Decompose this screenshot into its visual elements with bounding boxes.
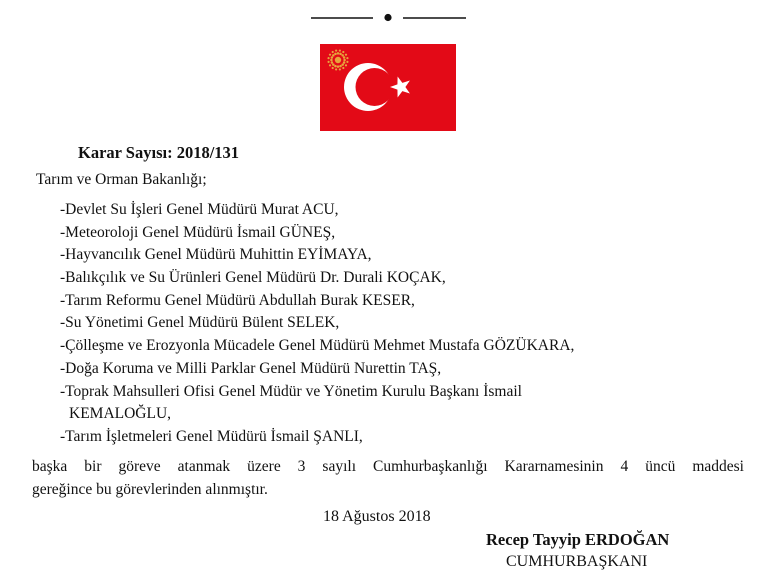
list-item: -Su Yönetimi Genel Müdürü Bülent SELEK,	[60, 314, 340, 332]
signer-name: Recep Tayyip ERDOĞAN	[486, 530, 670, 549]
body-text-line: başka bir göreve atanmak üzere 3 sayılı Cumhurbaşkanlığı Kararnamesinin 4 üncü maddesi	[32, 458, 744, 475]
list-item: -Devlet Su İşleri Genel Müdürü Murat ACU,	[60, 201, 339, 218]
signer-title: CUMHURBAŞKANI	[506, 553, 648, 570]
decision-number: Karar Sayısı: 2018/131	[78, 143, 240, 162]
list-item: -Tarım Reformu Genel Müdürü Abdullah Burak KESER,	[60, 291, 415, 309]
list-item: -Tarım İşletmeleri Genel Müdürü İsmail ŞANLI,	[60, 427, 363, 445]
decision-body-text	[32, 455, 744, 501]
list-item: -Toprak Mahsulleri Ofisi Genel Müdür ve Yönetim Kurulu Başkanı İsmail	[60, 382, 522, 400]
list-item: -Hayvancılık Genel Müdürü Muhittin EYİMAYA,	[60, 246, 372, 264]
list-item: -Balıkçılık ve Su Ürünleri Genel Müdürü Dr. Durali KOÇAK,	[60, 269, 446, 287]
appointee-list	[60, 199, 574, 449]
list-item: -Doğa Koruma ve Milli Parklar Genel Müdürü Nurettin TAŞ,	[60, 359, 442, 377]
list-item-continuation: KEMALOĞLU,	[69, 405, 172, 423]
header-ornament-divider	[311, 8, 466, 24]
body-text-line: gereğince bu görevlerinden alınmıştır.	[32, 481, 268, 498]
document-date: 18 Ağustos 2018	[323, 508, 431, 525]
list-item: -Meteoroloji Genel Müdürü İsmail GÜNEŞ,	[60, 223, 336, 241]
list-item: -Çölleşme ve Erozyonla Mücadele Genel Müdürü Mehmet Mustafa GÖZÜKARA,	[60, 337, 575, 355]
turkish-flag-icon	[320, 44, 456, 131]
ministry-heading: Tarım ve Orman Bakanlığı;	[36, 171, 207, 188]
